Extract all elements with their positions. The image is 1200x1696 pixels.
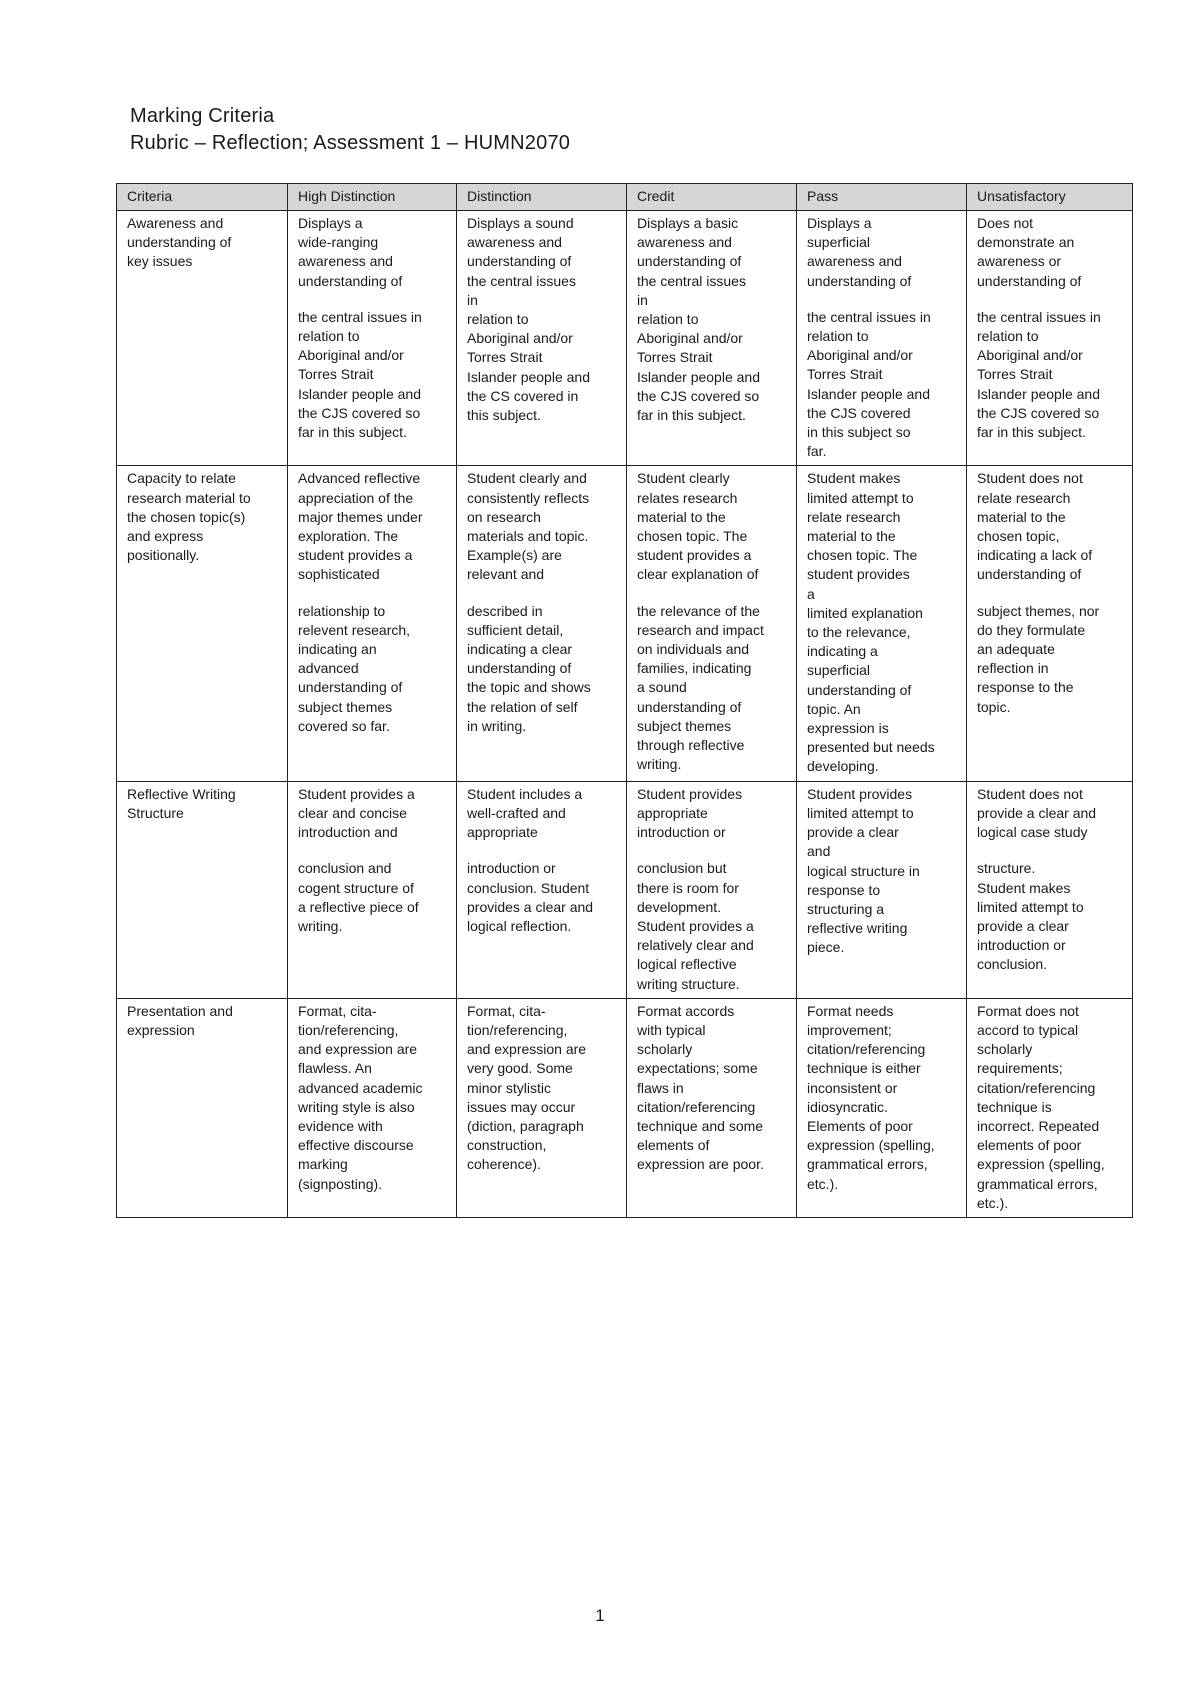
cell-text-line: citation/referencing bbox=[977, 1079, 1096, 1096]
cell-text-line: the CJS covered so bbox=[637, 387, 760, 404]
cell-text-line: Student provides bbox=[637, 785, 743, 802]
rubric-cell bbox=[627, 781, 797, 998]
cell-text-line: elements of bbox=[637, 1137, 710, 1154]
cell-text-line: material to the bbox=[977, 508, 1066, 525]
column-header-criteria: Criteria bbox=[117, 184, 288, 211]
rubric-cell bbox=[967, 211, 1133, 466]
column-header-credit: Credit bbox=[627, 184, 797, 211]
paragraph-gap bbox=[977, 842, 1122, 859]
rubric-cell bbox=[627, 466, 797, 781]
cell-text-line: relate research bbox=[807, 508, 901, 525]
cell-text-line: sufficient detail, bbox=[467, 621, 564, 638]
cell-text-line: Format, cita- bbox=[467, 1002, 546, 1019]
cell-text-line: the relation of self bbox=[467, 698, 578, 715]
cell-text-line: writing. bbox=[298, 917, 343, 934]
cell-text-line: Islander people and bbox=[977, 385, 1100, 402]
cell-text-line: Displays a sound bbox=[467, 215, 574, 231]
cell-text-line: flaws in bbox=[637, 1079, 684, 1096]
cell-text-line: conclusion. Student bbox=[467, 879, 590, 896]
cell-text-line: materials and topic. bbox=[467, 528, 589, 545]
cell-text-line: appreciation of the bbox=[298, 489, 414, 506]
document-header bbox=[130, 103, 1030, 157]
cell-text-line: student provides bbox=[807, 566, 910, 583]
cell-text-line: elements of poor bbox=[977, 1137, 1082, 1154]
cell-text-line: the CJS covered so bbox=[977, 404, 1100, 421]
column-header-high-distinction: High Distinction bbox=[288, 184, 457, 211]
cell-text-line: issues may occur bbox=[467, 1098, 576, 1115]
cell-text-line: subject themes bbox=[637, 717, 732, 734]
cell-text-line: Islander people and bbox=[467, 368, 590, 385]
cell-text-line: on individuals and bbox=[637, 641, 750, 658]
cell-text-line: clear explanation of bbox=[637, 566, 759, 583]
cell-text-line: writing. bbox=[637, 756, 682, 773]
page-subtitle: Rubric – Reflection; Assessment 1 – HUMN2070 bbox=[130, 132, 571, 154]
cell-text-line: with typical bbox=[637, 1021, 706, 1038]
cell-text-line: logical reflective bbox=[637, 956, 737, 973]
cell-text-line: coherence). bbox=[467, 1156, 541, 1173]
cell-text-line: Does not bbox=[977, 215, 1034, 231]
cell-text-line: presented but needs bbox=[807, 739, 935, 756]
rubric-cell bbox=[967, 781, 1133, 998]
cell-text-line: minor stylistic bbox=[467, 1079, 552, 1096]
cell-text-line: families, indicating bbox=[637, 660, 752, 677]
rubric-table-header bbox=[117, 184, 1133, 211]
rubric-table-body bbox=[117, 211, 1133, 1218]
cell-text-line: superficial bbox=[807, 662, 871, 679]
cell-text-line: Student provides bbox=[807, 785, 913, 802]
cell-text-line: Student provides a bbox=[637, 917, 754, 934]
cell-text-line: far. bbox=[807, 443, 827, 460]
cell-text-line: introduction and bbox=[298, 824, 398, 841]
cell-text-line: this subject. bbox=[467, 407, 541, 424]
cell-text-line: there is room for bbox=[637, 879, 739, 896]
cell-text-line: relationship to bbox=[298, 602, 386, 619]
rubric-cell bbox=[457, 466, 627, 781]
table-row-capacity bbox=[117, 466, 1133, 781]
cell-text-line: Torres Strait bbox=[807, 366, 883, 383]
cell-text-line: flawless. An bbox=[298, 1060, 372, 1077]
cell-text-line: Torres Strait bbox=[467, 349, 543, 366]
rubric-cell bbox=[288, 781, 457, 998]
cell-text-line: and expression are bbox=[467, 1041, 587, 1058]
cell-text-line: the chosen topic(s) bbox=[127, 508, 246, 525]
rubric-cell bbox=[457, 998, 627, 1217]
cell-text-line: Islander people and bbox=[298, 385, 421, 402]
cell-text-line: the CS covered in bbox=[467, 387, 579, 404]
cell-text-line: on research bbox=[467, 508, 541, 525]
rubric-cell bbox=[797, 781, 967, 998]
cell-text-line: provide a clear bbox=[807, 824, 899, 841]
cell-text-line: improvement; bbox=[807, 1021, 892, 1038]
paragraph-gap bbox=[298, 291, 446, 308]
cell-text-line: subject themes, nor bbox=[977, 602, 1100, 619]
cell-text-line: understanding of bbox=[467, 253, 572, 270]
cell-text-line: Student includes a bbox=[467, 785, 583, 802]
cell-text-line: well-crafted and bbox=[467, 804, 566, 821]
criteria-cell bbox=[117, 211, 288, 466]
cell-text-line: conclusion but bbox=[637, 860, 727, 877]
rubric-cell bbox=[627, 211, 797, 466]
cell-text-line: chosen topic. The bbox=[807, 547, 918, 564]
cell-text-line: conclusion. bbox=[977, 956, 1048, 973]
column-header-pass: Pass bbox=[797, 184, 967, 211]
cell-text-line: understanding of bbox=[637, 253, 742, 270]
cell-text-line: tion/referencing, bbox=[298, 1021, 399, 1038]
cell-text-line: expression bbox=[127, 1021, 195, 1038]
cell-text-line: Islander people and bbox=[637, 368, 760, 385]
cell-text-line: requirements; bbox=[977, 1060, 1063, 1077]
cell-text-line: response to the bbox=[977, 679, 1074, 696]
cell-text-line: appropriate bbox=[637, 804, 708, 821]
cell-text-line: grammatical errors, bbox=[977, 1175, 1098, 1192]
cell-text-line: introduction or bbox=[977, 937, 1066, 954]
cell-text-line: understanding of bbox=[977, 566, 1082, 583]
cell-text-line: limited explanation bbox=[807, 604, 923, 621]
paragraph-gap bbox=[467, 842, 616, 859]
cell-text-line: Presentation and bbox=[127, 1002, 233, 1019]
cell-text-line: reflective writing bbox=[807, 920, 908, 937]
cell-text-line: relation to bbox=[977, 328, 1039, 345]
rubric-cell bbox=[288, 211, 457, 466]
cell-text-line: expression are poor. bbox=[637, 1156, 764, 1173]
cell-text-line: limited attempt to bbox=[977, 898, 1084, 915]
rubric-cell bbox=[457, 781, 627, 998]
cell-text-line: Student makes bbox=[977, 879, 1071, 896]
cell-text-line: understanding of bbox=[467, 660, 572, 677]
cell-text-line: chosen topic, bbox=[977, 528, 1060, 545]
cell-text-line: Format, cita- bbox=[298, 1002, 377, 1019]
cell-text-line: relates research bbox=[637, 489, 738, 506]
cell-text-line: etc.). bbox=[977, 1194, 1009, 1211]
cell-text-line: cogent structure of bbox=[298, 879, 414, 896]
cell-text-line: writing structure. bbox=[637, 975, 740, 992]
cell-text-line: understanding of bbox=[298, 272, 403, 289]
column-header-unsatisfactory: Unsatisfactory bbox=[967, 184, 1133, 211]
cell-text-line: scholarly bbox=[977, 1041, 1033, 1058]
column-header-distinction: Distinction bbox=[457, 184, 627, 211]
cell-text-line: a reflective piece of bbox=[298, 898, 419, 915]
cell-text-line: understanding of bbox=[127, 234, 232, 251]
cell-text-line: far in this subject. bbox=[977, 424, 1086, 441]
cell-text-line: scholarly bbox=[637, 1041, 693, 1058]
cell-text-line: relation to bbox=[298, 328, 360, 345]
paragraph-gap bbox=[637, 585, 786, 602]
cell-text-line: relation to bbox=[807, 328, 869, 345]
cell-text-line: tion/referencing, bbox=[467, 1021, 568, 1038]
cell-text-line: relatively clear and bbox=[637, 937, 754, 954]
cell-text-line: student provides a bbox=[637, 547, 752, 564]
cell-text-line: provide a clear and bbox=[977, 804, 1097, 821]
cell-text-line: advanced academic bbox=[298, 1079, 423, 1096]
cell-text-line: Aboriginal and/or bbox=[977, 347, 1083, 364]
cell-text-line: the central issues in bbox=[298, 308, 422, 325]
cell-text-line: the CJS covered so bbox=[298, 404, 421, 421]
rubric-cell bbox=[627, 998, 797, 1217]
cell-text-line: structure. bbox=[977, 860, 1036, 877]
cell-text-line: Aboriginal and/or bbox=[637, 330, 743, 347]
cell-text-line: research and impact bbox=[637, 621, 764, 638]
cell-text-line: relation to bbox=[637, 311, 699, 328]
cell-text-line: the CJS covered bbox=[807, 404, 911, 421]
cell-text-line: conclusion and bbox=[298, 860, 392, 877]
cell-text-line: evidence with bbox=[298, 1117, 383, 1134]
rubric-cell bbox=[967, 998, 1133, 1217]
paragraph-gap bbox=[298, 585, 446, 602]
criteria-cell bbox=[117, 998, 288, 1217]
cell-text-line: very good. Some bbox=[467, 1060, 573, 1077]
paragraph-gap bbox=[977, 585, 1122, 602]
cell-text-line: reflection in bbox=[977, 660, 1049, 677]
cell-text-line: and expression are bbox=[298, 1041, 418, 1058]
cell-text-line: sophisticated bbox=[298, 566, 380, 583]
cell-text-line: Torres Strait bbox=[637, 349, 713, 366]
cell-text-line: Reflective Writing bbox=[127, 785, 236, 802]
cell-text-line: Advanced reflective bbox=[298, 470, 421, 487]
cell-text-line: Islander people and bbox=[807, 385, 930, 402]
paragraph-gap bbox=[637, 842, 786, 859]
rubric-cell bbox=[797, 998, 967, 1217]
cell-text-line: described in bbox=[467, 602, 543, 619]
cell-text-line: and bbox=[807, 843, 831, 860]
cell-text-line: covered so far. bbox=[298, 717, 390, 734]
cell-text-line: a bbox=[807, 585, 815, 602]
cell-text-line: idiosyncratic. bbox=[807, 1098, 888, 1115]
cell-text-line: technique is bbox=[977, 1098, 1052, 1115]
cell-text-line: accord to typical bbox=[977, 1021, 1079, 1038]
cell-text-line: student provides a bbox=[298, 547, 413, 564]
cell-text-line: material to the bbox=[637, 508, 726, 525]
cell-text-line: inconsistent or bbox=[807, 1079, 898, 1096]
cell-text-line: understanding of bbox=[977, 272, 1082, 289]
cell-text-line: far in this subject. bbox=[637, 407, 746, 424]
cell-text-line: major themes under bbox=[298, 508, 423, 525]
cell-text-line: Structure bbox=[127, 804, 184, 821]
criteria-cell bbox=[117, 466, 288, 781]
cell-text-line: (diction, paragraph bbox=[467, 1117, 584, 1134]
cell-text-line: key issues bbox=[127, 253, 193, 270]
cell-text-line: Aboriginal and/or bbox=[467, 330, 573, 347]
cell-text-line: material to the bbox=[807, 528, 896, 545]
cell-text-line: Format does not bbox=[977, 1002, 1079, 1019]
cell-text-line: logical structure in bbox=[807, 862, 920, 879]
cell-text-line: citation/referencing bbox=[807, 1041, 926, 1058]
cell-text-line: Student provides a bbox=[298, 785, 415, 802]
cell-text-line: the topic and shows bbox=[467, 679, 591, 696]
cell-text-line: the central issues in bbox=[807, 308, 931, 325]
cell-text-line: indicating a clear bbox=[467, 641, 573, 658]
cell-text-line: expectations; some bbox=[637, 1060, 758, 1077]
cell-text-line: superficial bbox=[807, 234, 871, 251]
cell-text-line: Example(s) are bbox=[467, 547, 562, 564]
cell-text-line: Capacity to relate bbox=[127, 470, 236, 487]
cell-text-line: understanding of bbox=[637, 698, 742, 715]
cell-text-line: the relevance of the bbox=[637, 602, 760, 619]
cell-text-line: expression (spelling, bbox=[977, 1156, 1105, 1173]
cell-text-line: in writing. bbox=[467, 717, 527, 734]
cell-text-line: grammatical errors, bbox=[807, 1156, 928, 1173]
cell-text-line: relate research bbox=[977, 489, 1071, 506]
cell-text-line: expression is bbox=[807, 720, 889, 737]
cell-text-line: Student clearly and bbox=[467, 470, 587, 487]
cell-text-line: research material to bbox=[127, 489, 251, 506]
cell-text-line: chosen topic. The bbox=[637, 528, 748, 545]
header-row bbox=[117, 184, 1133, 211]
cell-text-line: the central issues bbox=[637, 272, 746, 289]
cell-text-line: subject themes bbox=[298, 698, 393, 715]
cell-text-line: to the relevance, bbox=[807, 624, 911, 641]
cell-text-line: Elements of poor bbox=[807, 1117, 913, 1134]
cell-text-line: piece. bbox=[807, 939, 845, 956]
table-row-awareness bbox=[117, 211, 1133, 466]
cell-text-line: consistently reflects bbox=[467, 489, 590, 506]
cell-text-line: in this subject so bbox=[807, 424, 911, 441]
cell-text-line: awareness and bbox=[298, 253, 393, 270]
criteria-cell bbox=[117, 781, 288, 998]
cell-text-line: demonstrate an bbox=[977, 234, 1075, 251]
cell-text-line: wide-ranging bbox=[298, 234, 379, 251]
cell-text-line: Displays a bbox=[807, 215, 872, 231]
paragraph-gap bbox=[807, 291, 956, 308]
cell-text-line: incorrect. Repeated bbox=[977, 1117, 1100, 1134]
cell-text-line: Aboriginal and/or bbox=[298, 347, 404, 364]
cell-text-line: logical case study bbox=[977, 824, 1088, 841]
cell-text-line: marking bbox=[298, 1156, 348, 1173]
cell-text-line: exploration. The bbox=[298, 528, 399, 545]
cell-text-line: writing style is also bbox=[298, 1098, 415, 1115]
rubric-cell bbox=[288, 466, 457, 781]
cell-text-line: logical reflection. bbox=[467, 917, 572, 934]
cell-text-line: Aboriginal and/or bbox=[807, 347, 913, 364]
cell-text-line: limited attempt to bbox=[807, 489, 914, 506]
cell-text-line: appropriate bbox=[467, 824, 538, 841]
table-row-presentation bbox=[117, 998, 1133, 1217]
cell-text-line: Displays a bbox=[298, 215, 363, 231]
cell-text-line: Student clearly bbox=[637, 470, 730, 487]
cell-text-line: citation/referencing bbox=[637, 1098, 756, 1115]
cell-text-line: advanced bbox=[298, 660, 359, 677]
cell-text-line: positionally. bbox=[127, 547, 200, 564]
cell-text-line: indicating a lack of bbox=[977, 547, 1093, 564]
cell-text-line: and express bbox=[127, 528, 204, 545]
cell-text-line: understanding of bbox=[807, 272, 912, 289]
cell-text-line: far in this subject. bbox=[298, 424, 407, 441]
cell-text-line: Torres Strait bbox=[977, 366, 1053, 383]
paragraph-gap bbox=[977, 291, 1122, 308]
paragraph-gap bbox=[467, 585, 616, 602]
cell-text-line: topic. bbox=[977, 698, 1011, 715]
cell-text-line: limited attempt to bbox=[807, 804, 914, 821]
cell-text-line: (signposting). bbox=[298, 1175, 383, 1192]
cell-text-line: in bbox=[467, 291, 478, 308]
cell-text-line: expression (spelling, bbox=[807, 1137, 935, 1154]
cell-text-line: response to bbox=[807, 881, 881, 898]
cell-text-line: Student does not bbox=[977, 785, 1083, 802]
cell-text-line: structuring a bbox=[807, 900, 885, 917]
cell-text-line: clear and concise bbox=[298, 804, 407, 821]
cell-text-line: awareness or bbox=[977, 253, 1062, 270]
cell-text-line: Format needs bbox=[807, 1002, 894, 1019]
cell-text-line: awareness and bbox=[807, 253, 902, 270]
cell-text-line: technique is either bbox=[807, 1060, 921, 1077]
rubric-cell bbox=[288, 998, 457, 1217]
cell-text-line: technique and some bbox=[637, 1117, 764, 1134]
cell-text-line: development. bbox=[637, 898, 722, 915]
cell-text-line: indicating a bbox=[807, 643, 878, 660]
cell-text-line: understanding of bbox=[298, 679, 403, 696]
cell-text-line: Student does not bbox=[977, 470, 1083, 487]
cell-text-line: an adequate bbox=[977, 641, 1055, 658]
cell-text-line: the central issues bbox=[467, 272, 576, 289]
cell-text-line: Torres Strait bbox=[298, 366, 374, 383]
cell-text-line: understanding of bbox=[807, 681, 912, 698]
rubric-cell bbox=[457, 211, 627, 466]
cell-text-line: in bbox=[637, 291, 648, 308]
rubric-table bbox=[116, 183, 1133, 1218]
cell-text-line: etc.). bbox=[807, 1175, 839, 1192]
cell-text-line: a sound bbox=[637, 679, 687, 696]
cell-text-line: relation to bbox=[467, 311, 529, 328]
table-row-structure bbox=[117, 781, 1133, 998]
cell-text-line: Awareness and bbox=[127, 215, 224, 231]
cell-text-line: Format accords bbox=[637, 1002, 735, 1019]
cell-text-line: introduction or bbox=[637, 824, 726, 841]
cell-text-line: introduction or bbox=[467, 860, 556, 877]
cell-text-line: awareness and bbox=[467, 234, 562, 251]
page-title: Marking Criteria bbox=[130, 105, 275, 127]
cell-text-line: relevent research, bbox=[298, 621, 411, 638]
cell-text-line: provide a clear bbox=[977, 917, 1069, 934]
cell-text-line: Displays a basic bbox=[637, 215, 739, 231]
cell-text-line: through reflective bbox=[637, 737, 745, 754]
rubric-cell bbox=[797, 211, 967, 466]
cell-text-line: provides a clear and bbox=[467, 898, 594, 915]
rubric-cell bbox=[797, 466, 967, 781]
cell-text-line: topic. An bbox=[807, 700, 861, 717]
cell-text-line: awareness and bbox=[637, 234, 732, 251]
cell-text-line: the central issues in bbox=[977, 308, 1101, 325]
cell-text-line: effective discourse bbox=[298, 1137, 414, 1154]
cell-text-line: indicating an bbox=[298, 641, 377, 658]
paragraph-gap bbox=[298, 842, 446, 859]
cell-text-line: Student makes bbox=[807, 470, 901, 487]
page-number: 1 bbox=[595, 1606, 605, 1625]
cell-text-line: developing. bbox=[807, 758, 879, 775]
cell-text-line: do they formulate bbox=[977, 621, 1086, 638]
cell-text-line: construction, bbox=[467, 1137, 547, 1154]
cell-text-line: relevant and bbox=[467, 566, 545, 583]
rubric-cell bbox=[967, 466, 1133, 781]
